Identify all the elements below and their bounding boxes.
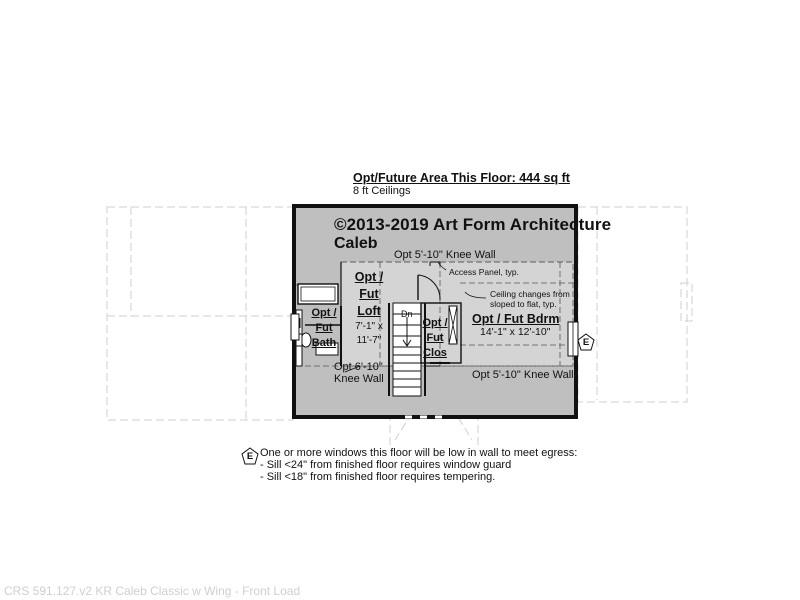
access-panel-label: Access Panel, typ. (449, 267, 519, 277)
knee-wall-right-label: Opt 5'-10" Knee Wall (472, 369, 574, 381)
footer-plan-code: CRS 591.127.v2 KR Caleb Classic w Wing - Front Load (4, 584, 301, 598)
egress-note-line1: One or more windows this floor will be low in wall to meet egress: (260, 447, 578, 459)
room-loft (348, 269, 390, 348)
room-closet-line2: Fut (426, 332, 444, 344)
notes-egress-icon (241, 447, 259, 465)
ceiling-height: 8 ft Ceilings (353, 185, 411, 197)
egress-note-line2: - Sill <24" from finished floor requires window guard (260, 459, 512, 471)
area-title: Opt/Future Area This Floor: 444 sq ft (353, 171, 570, 185)
room-bath-line3: Bath (311, 337, 337, 349)
room-bath (307, 306, 341, 351)
bath-window (291, 314, 299, 340)
room-bath-line2: Fut (315, 322, 333, 334)
room-closet (421, 316, 449, 361)
egress-marker-text: E (582, 336, 590, 348)
notes-egress-text: E (246, 450, 254, 462)
room-loft-dim1: 7'-1" x (355, 321, 383, 332)
ceiling-note-line1: Ceiling changes from (490, 289, 570, 299)
room-loft-line1: Opt / (354, 270, 384, 284)
room-closet-line3: Clos (423, 347, 447, 359)
room-bath-line1: Opt / (311, 307, 337, 319)
egress-marker-icon (577, 333, 595, 351)
room-loft-dim2: 11'-7" (356, 335, 382, 346)
room-closet-line1: Opt / (422, 317, 448, 329)
room-bedroom-dim: 14'-1" x 12'-10" (480, 326, 551, 338)
egress-note-line3: - Sill <18" from finished floor requires tempering. (260, 471, 496, 483)
knee-wall-top-label: Opt 5'-10" Knee Wall (394, 249, 496, 261)
knee-wall-left-line2: Knee Wall (334, 373, 384, 385)
room-loft-line3: Loft (357, 304, 381, 318)
room-bedroom-name: Opt / Fut Bdrm (472, 312, 560, 326)
copyright-text: ©2013-2019 Art Form Architecture (334, 215, 612, 234)
room-loft-line2: Fut (359, 287, 379, 301)
knee-wall-left-line1: Opt 6'-10" (334, 361, 383, 373)
plan-name: Caleb (334, 235, 378, 252)
stair-direction-label: Dn (401, 309, 413, 319)
ceiling-note-line2: sloped to flat, typ. (490, 299, 557, 309)
